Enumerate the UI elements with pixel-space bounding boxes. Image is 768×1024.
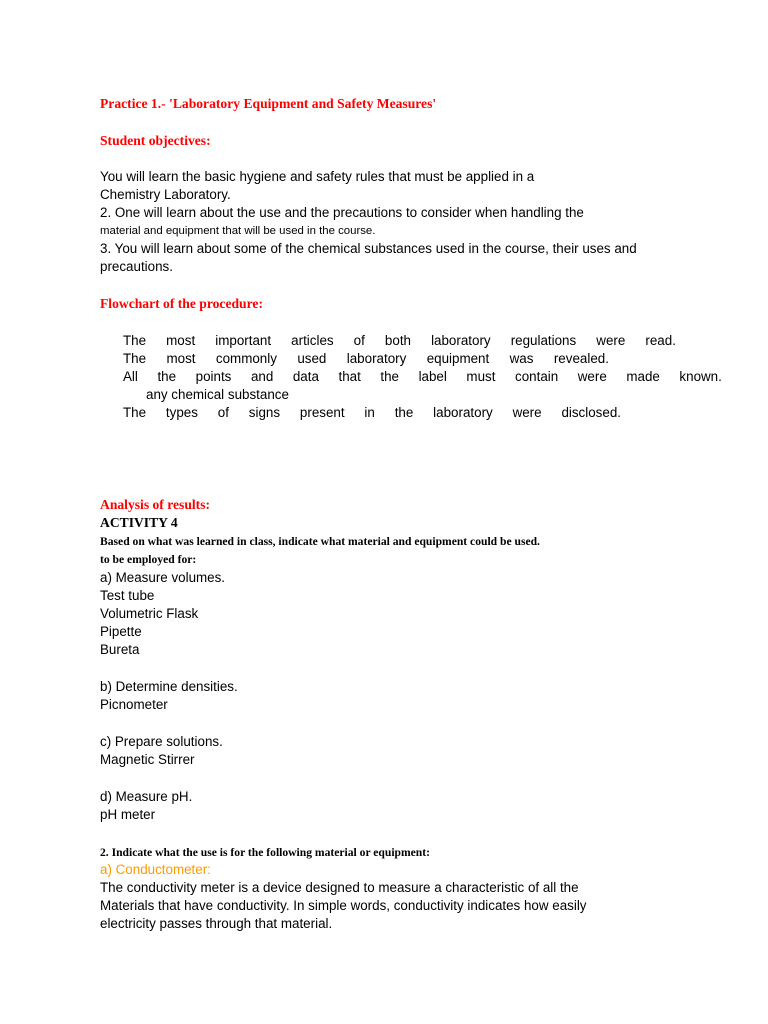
answer-paragraph-line: Materials that have conductivity. In simple words, conductivity indicates how easily <box>100 898 587 913</box>
objective-line: Chemistry Laboratory. <box>100 187 231 202</box>
flowchart-word: types <box>165 405 198 420</box>
flowchart-word: important <box>215 333 272 348</box>
answer-item: Test tube <box>100 588 155 603</box>
objective-line: material and equipment that will be used in the course. <box>100 225 376 237</box>
flowchart-word: was <box>509 351 534 366</box>
flowchart-step-continuation: any chemical substance <box>146 387 289 402</box>
answer-item: Magnetic Stirrer <box>100 752 195 767</box>
flowchart-word: and <box>250 369 274 384</box>
flowchart-word: must <box>466 369 496 384</box>
flowchart-word: All <box>123 369 138 384</box>
flowchart-word: the <box>157 369 177 384</box>
flowchart-step <box>123 332 676 350</box>
question-c-label: c) Prepare solutions. <box>100 734 223 749</box>
objectives-heading: Student objectives: <box>100 133 211 148</box>
answer-paragraph-line: electricity passes through that material. <box>100 916 333 931</box>
flowchart-heading: Flowchart of the procedure: <box>100 296 263 311</box>
analysis-heading: Analysis of results: <box>100 497 211 512</box>
flowchart-word: were <box>596 333 626 348</box>
answer-paragraph-line: The conductivity meter is a device designed to measure a characteristic of all the <box>100 880 579 895</box>
flowchart-word: contain <box>515 369 559 384</box>
flowchart-step <box>123 368 722 386</box>
flowchart-word: present <box>299 405 345 420</box>
question2-subheading: a) Conductometer: <box>100 862 211 877</box>
answer-item: Bureta <box>100 642 140 657</box>
flowchart-word: The <box>123 333 147 348</box>
flowchart-word: most <box>166 351 196 366</box>
answer-item: Volumetric Flask <box>100 606 199 621</box>
flowchart-word: signs <box>248 405 281 420</box>
flowchart-word: most <box>166 333 196 348</box>
objective-line: You will learn the basic hygiene and safety rules that must be applied in a <box>100 169 535 184</box>
flowchart-word: label <box>418 369 447 384</box>
flowchart-word: points <box>195 369 232 384</box>
flowchart-word: in <box>364 405 375 420</box>
flowchart-word: of <box>353 333 365 348</box>
flowchart-word: of <box>217 405 229 420</box>
answer-item: pH meter <box>100 807 156 822</box>
flowchart-word: made <box>626 369 660 384</box>
question2-heading: 2. Indicate what the use is for the following material or equipment: <box>100 846 430 859</box>
flowchart-word: The <box>123 405 147 420</box>
flowchart-word: the <box>394 405 414 420</box>
question-d-label: d) Measure pH. <box>100 789 193 804</box>
objective-line: 3. You will learn about some of the chemical substances used in the course, their uses and <box>100 241 637 256</box>
question-a-label: a) Measure volumes. <box>100 570 226 585</box>
flowchart-step <box>123 350 609 368</box>
objective-line: precautions. <box>100 259 173 274</box>
activity-instruction: Based on what was learned in class, indicate what material and equipment could be used. <box>100 535 540 548</box>
answer-item: Picnometer <box>100 697 168 712</box>
flowchart-word: known. <box>679 369 722 384</box>
flowchart-word: read. <box>645 333 676 348</box>
flowchart-word: articles <box>291 333 334 348</box>
flowchart-word: that <box>338 369 361 384</box>
flowchart-word: The <box>123 351 147 366</box>
flowchart-word: were <box>577 369 607 384</box>
flowchart-word: laboratory <box>346 351 407 366</box>
page-title: Practice 1.- 'Laboratory Equipment and Safety Measures' <box>100 96 437 111</box>
flowchart-word: were <box>512 405 542 420</box>
flowchart-word: disclosed. <box>561 405 621 420</box>
activity-instruction: to be employed for: <box>100 553 197 566</box>
flowchart-word: laboratory <box>433 405 493 420</box>
flowchart-word: both <box>384 333 411 348</box>
flowchart-word: laboratory <box>431 333 491 348</box>
objective-line: 2. One will learn about the use and the precautions to consider when handling the <box>100 205 584 220</box>
flowchart-word: used <box>297 351 327 366</box>
flowchart-word: the <box>380 369 399 384</box>
flowchart-word: commonly <box>215 351 277 366</box>
question-b-label: b) Determine densities. <box>100 679 238 694</box>
flowchart-word: revealed. <box>553 351 609 366</box>
flowchart-word: regulations <box>510 333 577 348</box>
flowchart-word: equipment <box>426 351 490 366</box>
answer-item: Pipette <box>100 624 142 639</box>
activity-heading: ACTIVITY 4 <box>100 515 178 530</box>
flowchart-word: data <box>292 369 319 384</box>
flowchart-step <box>123 404 621 422</box>
